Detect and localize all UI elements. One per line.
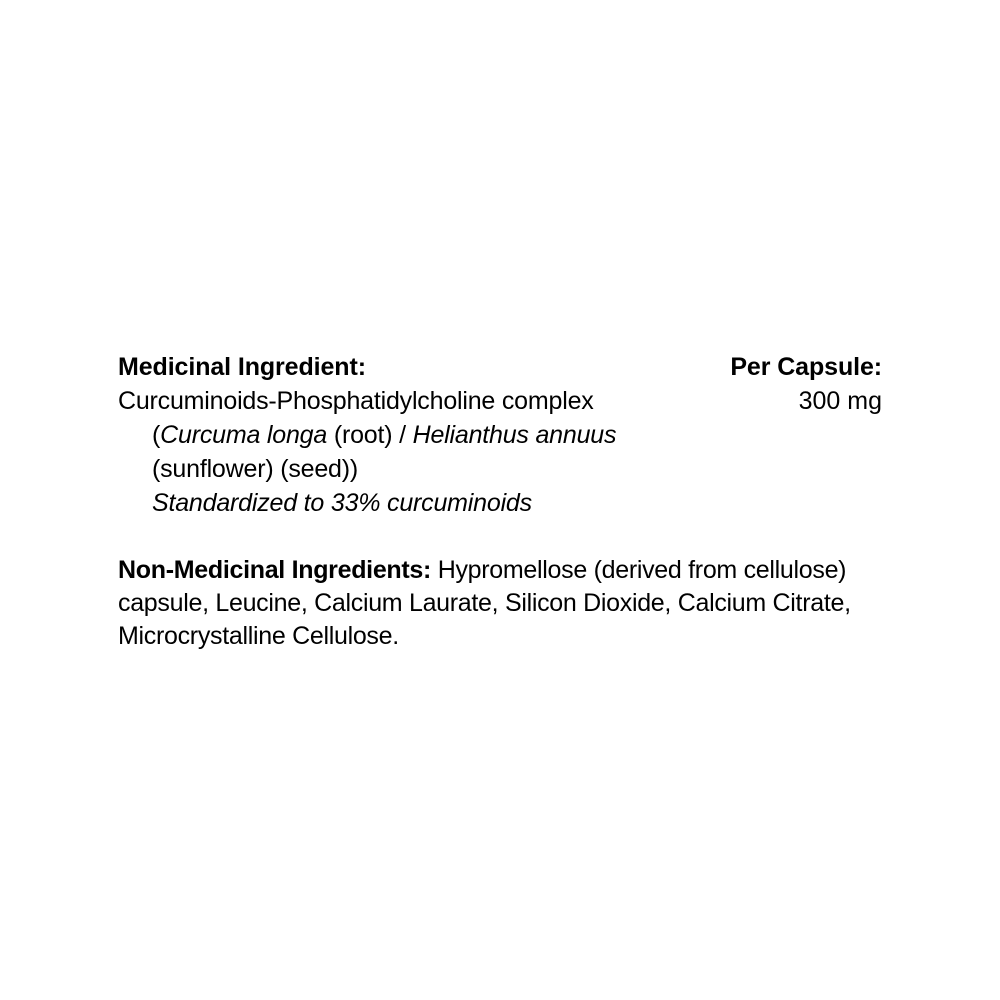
table-row <box>118 486 882 520</box>
empty-cell <box>704 452 882 486</box>
ingredient-source-line-2: (sunflower) (seed)) <box>152 455 358 483</box>
non-medicinal-body: Hypromellose (derived from cellulose) capsule, Leucine, Calcium Laurate, Silicon Dioxide, Calcium Citrate, Microcrystalline Cellulose. <box>118 556 851 650</box>
medicinal-ingredient-header: Medicinal Ingredient: <box>118 353 366 381</box>
medicinal-ingredients-table <box>118 350 882 520</box>
table-row <box>118 452 882 486</box>
table-row <box>118 384 882 418</box>
non-medicinal-ingredients-block <box>118 554 886 653</box>
ingredient-amount: 300 mg <box>798 387 882 415</box>
per-capsule-header: Per Capsule: <box>730 353 882 381</box>
table-row <box>118 418 882 452</box>
empty-cell <box>704 418 882 452</box>
non-medicinal-heading: Non-Medicinal Ingredients: <box>118 556 432 584</box>
standardization-note: Standardized to 33% curcuminoids <box>152 489 532 517</box>
table-header-row <box>118 350 882 384</box>
source-separator: (root) / <box>327 421 413 449</box>
paren-open: ( <box>152 421 161 449</box>
empty-cell <box>704 486 882 520</box>
latin-name-helianthus: Helianthus annuus <box>412 421 617 449</box>
ingredient-source-line <box>118 418 704 452</box>
supplement-facts-panel <box>118 350 882 678</box>
latin-name-curcuma: Curcuma longa <box>160 421 328 449</box>
ingredient-name: Curcuminoids-Phosphatidylcholine complex <box>118 387 594 415</box>
